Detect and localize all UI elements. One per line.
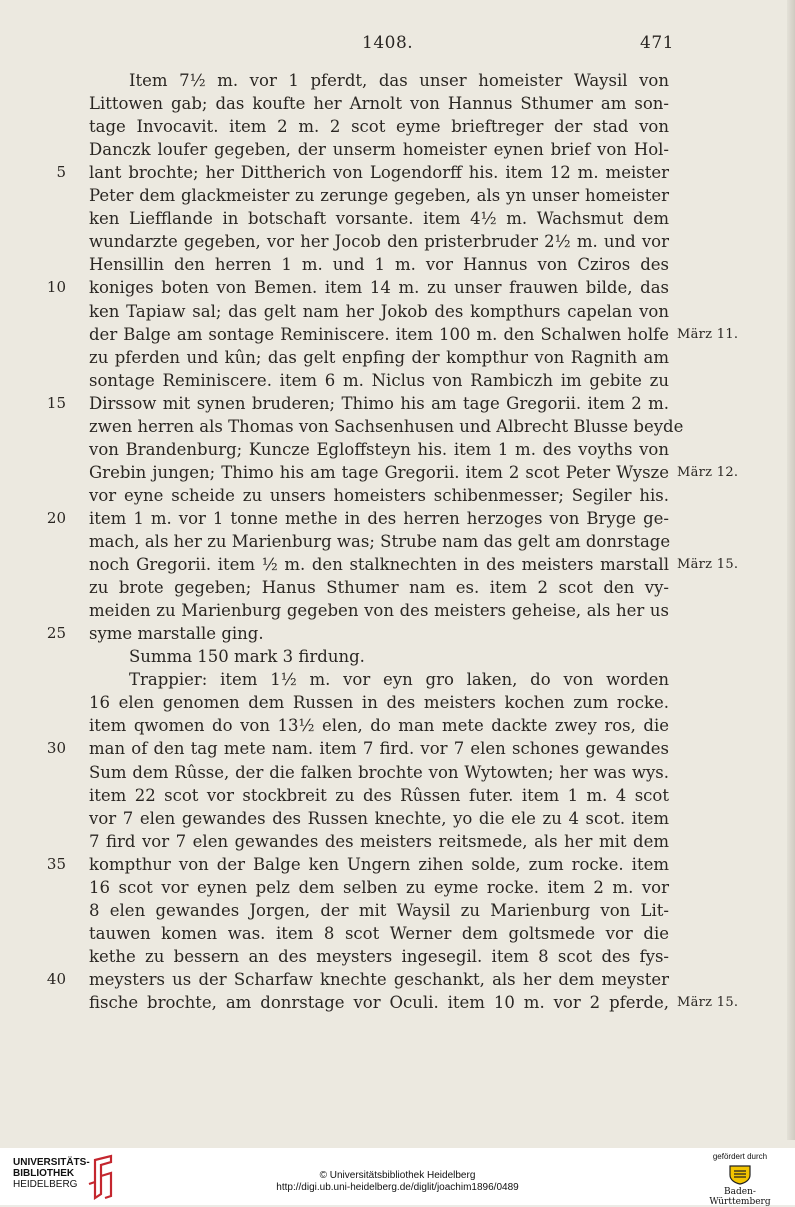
line-text: man of den tag mete nam. item 7 fird. vor 7 elen schones gewandes	[89, 739, 669, 759]
line-text: zu pferden und kûn; das gelt enpfing der kompthur von Ragnith am	[89, 347, 669, 367]
line-text: item 1 m. vor 1 tonne methe in des herren herzoges von Bryge ge-	[89, 508, 669, 528]
text-line	[0, 369, 795, 392]
line-text: Grebin jungen; Thimo his am tage Gregorii. item 2 scot Peter Wysze	[89, 462, 669, 482]
permalink[interactable]: http://digi.ub.uni-heidelberg.de/diglit/joachim1896/0489	[276, 1182, 519, 1193]
footer-bar	[0, 1148, 795, 1205]
line-text: vor 7 elen gewandes des Russen knechte, yo die ele zu 4 scot. item	[89, 808, 669, 828]
text-line	[0, 69, 795, 92]
line-text: fische brochte, am donrstage vor Oculi. item 10 m. vor 2 pferde,	[89, 993, 669, 1012]
line-text: lant brochte; her Dittherich von Logendorff his. item 12 m. meister	[89, 163, 669, 183]
text-line	[0, 853, 795, 876]
text-line	[0, 438, 795, 461]
line-text: noch Gregorii. item ½ m. den stalknechten in des meisters marstall	[89, 555, 669, 575]
line-text: Sum dem Rûsse, der die falken brochte von Wytowten; her was wys.	[89, 762, 669, 782]
margin-date: März 12.	[677, 464, 739, 480]
text-line	[0, 507, 795, 530]
text-line	[0, 737, 795, 760]
line-number: 25	[46, 624, 66, 643]
line-text: ken Tapiaw sal; das gelt nam her Jokob des kompthurs capelan von	[89, 301, 669, 321]
text-line	[0, 991, 795, 1014]
line-text: 16 scot vor eynen pelz dem selben zu eyme rocke. item 2 m. vor	[89, 877, 669, 897]
line-text: meiden zu Marienburg gegeben von des meisters geheise, als her us	[89, 601, 669, 621]
text-line	[0, 784, 795, 807]
sponsor-block	[695, 1152, 785, 1207]
margin-date: März 15.	[677, 557, 739, 573]
text-line	[0, 968, 795, 991]
text-line	[0, 207, 795, 230]
line-number: 40	[46, 969, 66, 988]
line-text: sontage Reminiscere. item 6 m. Niclus von Rambiczh im gebite zu	[89, 370, 669, 390]
text-line	[0, 622, 795, 645]
text-line	[0, 392, 795, 415]
margin-date: März 11.	[677, 326, 739, 342]
text-line	[0, 553, 795, 576]
library-name-line2: BIBLIOTHEK	[13, 1168, 75, 1179]
sponsor-label: gefördert durch	[712, 1152, 768, 1161]
text-line	[0, 346, 795, 369]
line-text: Hensillin den herren 1 m. und 1 m. vor Hannus von Cziros des	[89, 255, 669, 275]
line-text: kethe zu bessern an des meysters ingesegil. item 8 scot des fys-	[89, 946, 669, 966]
text-line	[0, 761, 795, 784]
line-number: 5	[56, 163, 66, 182]
line-text: Summa 150 mark 3 firdung.	[129, 647, 365, 667]
line-text: Littowen gab; das koufte her Arnolt von Hannus Sthumer am son-	[89, 94, 669, 114]
text-line	[0, 922, 795, 945]
line-text: Peter dem glackmeister zu zerunge gegeben, als yn unser homeister	[89, 186, 669, 206]
line-text: koniges boten von Bemen. item 14 m. zu unser frauwen bilde, das	[89, 278, 669, 298]
text-line	[0, 138, 795, 161]
line-text: kompthur von der Balge ken Ungern zihen solde, zum rocke. item	[89, 854, 669, 874]
line-number: 10	[46, 278, 66, 297]
line-text: von Brandenburg; Kuncze Egloffsteyn his. item 1 m. des voyths von	[89, 439, 669, 459]
text-line	[0, 899, 795, 922]
line-text: meysters us der Scharfaw knechte geschankt, als her dem meyster	[89, 969, 669, 989]
text-line	[0, 645, 795, 668]
text-line	[0, 92, 795, 115]
line-number: 30	[46, 739, 66, 758]
text-line	[0, 576, 795, 599]
line-text: syme marstalle ging.	[89, 624, 264, 644]
line-text: der Balge am sontage Reminiscere. item 100 m. den Schalwen holfe	[89, 324, 669, 344]
line-text: ken Liefflande in botschaft vorsante. item 4½ m. Wachsmut dem	[89, 209, 669, 229]
line-text: item 22 scot vor stockbreit zu des Rûssen futer. item 1 m. 4 scot	[89, 785, 669, 805]
text-line	[0, 945, 795, 968]
line-text: tauwen komen was. item 8 scot Werner dem goltsmede vor die	[89, 923, 669, 943]
line-text: wundarzte gegeben, vor her Jocob den pristerbruder 2½ m. und vor	[89, 232, 669, 252]
line-text: vor eyne scheide zu unsers homeisters schibenmesser; Segiler his.	[89, 485, 669, 505]
text-line	[0, 599, 795, 622]
text-line	[0, 691, 795, 714]
text-line	[0, 484, 795, 507]
line-text: Item 7½ m. vor 1 pferdt, das unser homeister Waysil von	[129, 71, 669, 90]
text-line	[0, 115, 795, 138]
text-line	[0, 461, 795, 484]
line-number: 15	[46, 393, 66, 412]
line-text: 16 elen genomen dem Russen in des meisters kochen zum rocke.	[89, 693, 669, 713]
line-text: mach, als her zu Marienburg was; Strube nam das gelt am donrstage	[89, 532, 671, 551]
text-line	[0, 300, 795, 323]
line-text: zwen herren als Thomas von Sachsenhusen und Albrecht Blusse beyde	[89, 416, 684, 436]
line-text: zu brote gegeben; Hanus Sthumer nam es. item 2 scot den vy-	[89, 578, 669, 598]
text-line	[0, 253, 795, 276]
library-name-line1: UNIVERSITÄTS-	[13, 1157, 90, 1168]
line-text: Dirssow mit synen bruderen; Thimo his am tage Gregorii. item 2 m.	[89, 393, 669, 413]
copyright-notice	[0, 1170, 795, 1194]
copyright-text: © Universitätsbibliothek Heidelberg	[319, 1170, 476, 1181]
line-text: 8 elen gewandes Jorgen, der mit Waysil zu Marienburg von Lit-	[89, 900, 669, 920]
line-text: item qwomen do von 13½ elen, do man mete dackte zwey ros, die	[89, 716, 669, 736]
line-text: 7 fird vor 7 elen gewandes des meisters reitsmede, als her mit dem	[89, 831, 669, 851]
text-line	[0, 276, 795, 299]
text-line	[0, 230, 795, 253]
line-number: 20	[46, 508, 66, 527]
text-line	[0, 415, 795, 438]
text-line	[0, 161, 795, 184]
text-line	[0, 668, 795, 691]
text-line	[0, 876, 795, 899]
sponsor-name: Baden-Württemberg	[709, 1187, 771, 1207]
text-line	[0, 530, 795, 553]
state-crest-icon	[727, 1163, 753, 1185]
text-line	[0, 714, 795, 737]
text-line	[0, 807, 795, 830]
page-number: 471	[640, 33, 674, 53]
margin-date: März 15.	[677, 995, 739, 1010]
text-line	[0, 830, 795, 853]
line-text: Trappier: item 1½ m. vor eyn gro laken, do von worden	[129, 670, 669, 690]
line-text: tage Invocavit. item 2 m. 2 scot eyme brieftreger der stad von	[89, 117, 669, 137]
text-line	[0, 323, 795, 346]
header-year: 1408.	[362, 33, 414, 53]
text-line	[0, 184, 795, 207]
library-name-line3: HEIDELBERG	[13, 1179, 78, 1190]
line-number: 35	[46, 854, 66, 873]
line-text: Danczk loufer gegeben, der unserm homeister eynen brief von Hol-	[89, 140, 669, 160]
